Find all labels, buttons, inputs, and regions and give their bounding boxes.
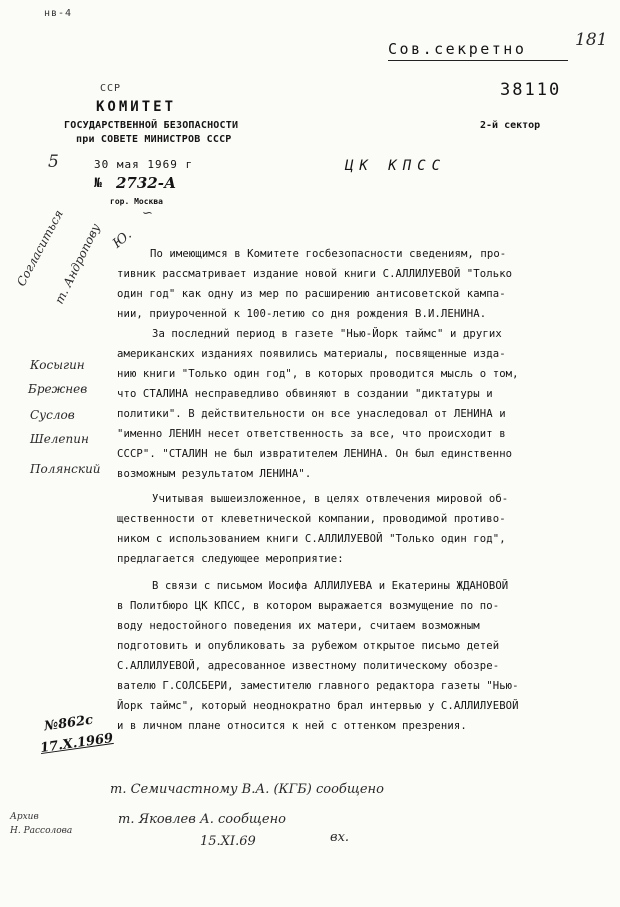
footer-note-date: 15.XI.69 xyxy=(200,834,256,849)
margin-note-handwriting: т. Андропову xyxy=(52,221,103,307)
signature-handwriting: Суслов xyxy=(30,408,75,422)
body-line: ником с использованием книги С.АЛЛИЛУЕВОЙ "Только один год", xyxy=(117,533,506,545)
body-line: "именно ЛЕНИН несет ответственность за все, что происходит в xyxy=(117,428,506,440)
issuer-committee: КОМИТЕТ xyxy=(96,99,177,115)
margin-five: 5 xyxy=(48,152,59,172)
body-line: воду недостойного поведения их матери, считаем возможным xyxy=(117,620,480,632)
footer-note-mark: вх. xyxy=(330,830,350,845)
footer-note-line: т. Семичастному В.А. (КГБ) сообщено xyxy=(110,782,384,797)
body-line: американских изданиях появились материалы, посвященные изда- xyxy=(117,348,506,360)
body-line: Йорк таймс", который неоднократно брал интервью у С.АЛЛИЛУЕВОЙ xyxy=(117,700,519,712)
body-line: один год" как одну из мер по расширению антисоветской кампа- xyxy=(117,288,506,300)
margin-note-handwriting: Согласиться xyxy=(14,207,66,289)
classification-stamp: Сов.секретно xyxy=(388,40,527,58)
body-line: щественности от клеветнической компании, проводимой противо- xyxy=(117,513,506,525)
body-line: политики". В действительности он все унаследовал от ЛЕНИНА и xyxy=(117,408,506,420)
margin-note-handwriting: Ю. xyxy=(110,227,135,252)
issuer-country: ССР xyxy=(100,83,122,94)
body-line: нию книги "Только один год", в которых проводится мысль о том, xyxy=(117,368,519,380)
body-line: подготовить и опубликовать за рубежом открытое письмо детей xyxy=(117,640,500,652)
page-number: 181 xyxy=(575,30,608,50)
document-date: 30 мая 1969 г xyxy=(94,158,194,171)
issuer-line-1: ГОСУДАРСТВЕННОЙ БЕЗОПАСНОСТИ xyxy=(64,120,239,131)
registration-number: 38110 xyxy=(500,80,562,100)
footer-left-note: Н. Рассолова xyxy=(10,826,73,836)
body-line: Учитывая вышеизложенное, в целях отвлечения мировой об- xyxy=(152,493,509,505)
classification-underline xyxy=(388,60,568,61)
footer-note-line: т. Яковлев А. сообщено xyxy=(118,812,286,827)
issuer-line-2: при СОВЕТЕ МИНИСТРОВ СССР xyxy=(76,134,232,145)
document-number-label: № xyxy=(94,176,102,191)
signature-handwriting: Шелепин xyxy=(30,432,89,446)
signature-handwriting: Брежнев xyxy=(28,382,88,396)
registration-date: 17.X.1969 xyxy=(39,730,115,757)
document-city: гор. Москва xyxy=(110,197,163,206)
handwritten-stroke: ∽ xyxy=(142,206,153,221)
body-line: По имеющимся в Комитете госбезопасности сведениям, про- xyxy=(150,248,507,260)
sector-label: 2-й сектор xyxy=(480,120,541,131)
addressee: ЦК КПСС xyxy=(345,158,447,174)
body-line: За последний период в газете "Нью-Йорк таймс" и других xyxy=(152,328,502,340)
document-number: 2732-А xyxy=(116,174,177,192)
body-line: СССР". "СТАЛИН не был извратителем ЛЕНИНА. Он был единственно xyxy=(117,448,513,460)
body-line: вателю Г.СОЛСБЕРИ, заместителю главного редактора газеты "Нью- xyxy=(117,680,519,692)
body-line: С.АЛЛИЛУЕВОЙ, адресованное известному политическому обозре- xyxy=(117,660,500,672)
footer-left-note: Архив xyxy=(10,812,39,822)
signature-handwriting: Косыгин xyxy=(30,358,85,372)
top-left-mark: нв-4 xyxy=(44,8,73,19)
body-line: тивник рассматривает издание новой книги С.АЛЛИЛУЕВОЙ "Только xyxy=(117,268,513,280)
body-line: нии, приуроченной к 100-летию со дня рождения В.И.ЛЕНИНА. xyxy=(117,308,487,320)
body-line: что СТАЛИНА несправедливо обвиняют в создании "диктатуры и xyxy=(117,388,493,400)
body-line: возможным результатом ЛЕНИНА". xyxy=(117,468,312,480)
body-line: и в личном плане относится к ней с оттенком презрения. xyxy=(117,720,467,732)
body-line: В связи с письмом Иосифа АЛЛИЛУЕВА и Екатерины ЖДАНОВОЙ xyxy=(152,580,509,592)
signature-handwriting: Полянский xyxy=(30,462,101,476)
registration-note: №862с xyxy=(43,712,94,735)
body-line: предлагается следующее мероприятие: xyxy=(117,553,344,565)
body-line: в Политбюро ЦК КПСС, в котором выражается возмущение по по- xyxy=(117,600,500,612)
